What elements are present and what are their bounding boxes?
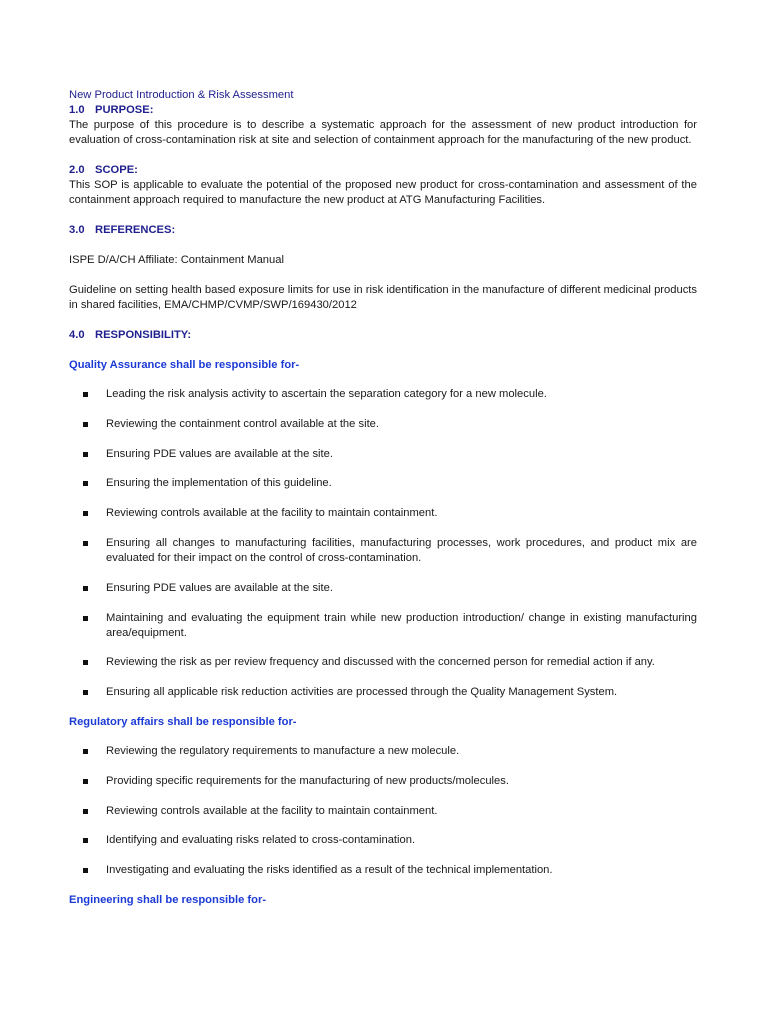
purpose-number: 1.0 (69, 104, 85, 116)
bullet-square-icon (83, 690, 88, 695)
bullet-text: Ensuring PDE values are available at the site. (106, 581, 333, 594)
bullet-text: Leading the risk analysis activity to ascertain the separation category for a new molecule. (106, 388, 547, 400)
responsibility-group-regulatory (69, 715, 697, 878)
scope-heading (69, 163, 697, 178)
engineering-responsibility-title: Engineering shall be responsible for- (69, 893, 267, 906)
bullet-text: Reviewing controls available at the facility to maintain containment. (106, 804, 438, 817)
bullet-square-icon (83, 452, 88, 457)
regulatory-responsibility-title: Regulatory affairs shall be responsible for- (69, 715, 297, 728)
bullet-text: Ensuring PDE values are available at the site. (106, 447, 333, 460)
qa-responsibility-list (69, 387, 697, 700)
bullet-text: Ensuring all changes to manufacturing facilities, manufacturing processes, work procedures, and product mix are evaluated for their impact on the control of cross-contamination. (106, 536, 697, 564)
bullet-square-icon (83, 586, 88, 591)
bullet-item (69, 536, 697, 566)
scope-heading-text: SCOPE: (95, 164, 138, 176)
bullet-item (69, 744, 697, 759)
references-heading (69, 223, 697, 238)
references-number: 3.0 (69, 224, 85, 236)
bullet-square-icon (83, 616, 88, 621)
bullet-item (69, 833, 697, 848)
references-heading-text: REFERENCES: (95, 224, 176, 236)
document-title: New Product Introduction & Risk Assessment (69, 89, 294, 101)
purpose-heading-text: PURPOSE: (95, 104, 154, 116)
bullet-square-icon (83, 779, 88, 784)
scope-number: 2.0 (69, 164, 85, 176)
bullet-text: Ensuring the implementation of this guideline. (106, 477, 332, 490)
bullet-item (69, 774, 697, 789)
bullet-square-icon (83, 868, 88, 873)
bullet-item (69, 417, 697, 432)
bullet-item (69, 447, 697, 462)
bullet-square-icon (83, 541, 88, 546)
bullet-text: Ensuring all applicable risk reduction activities are processed through the Quality Management System. (106, 686, 618, 699)
bullet-item (69, 476, 697, 491)
responsibility-number: 4.0 (69, 329, 85, 341)
bullet-square-icon (83, 422, 88, 427)
bullet-square-icon (83, 660, 88, 665)
bullet-item (69, 804, 697, 819)
bullet-square-icon (83, 481, 88, 486)
bullet-text: Providing specific requirements for the manufacturing of new products/molecules. (106, 774, 509, 787)
reference-item: ISPE D/A/CH Affiliate: Containment Manual (69, 254, 284, 266)
bullet-item (69, 387, 697, 402)
bullet-square-icon (83, 749, 88, 754)
responsibility-group-engineering (69, 893, 697, 908)
bullet-square-icon (83, 511, 88, 516)
bullet-text: Reviewing the risk as per review frequency and discussed with the concerned person for remedial action if any. (106, 656, 655, 669)
bullet-text: Reviewing the regulatory requirements to manufacture a new molecule. (106, 744, 460, 757)
bullet-text: Reviewing controls available at the facility to maintain containment. (106, 507, 438, 520)
reference-item: Guideline on setting health based exposure limits for use in risk identification in the manufacture of different medicinal products in shared facilities, EMA/CHMP/CVMP/SWP/169430/2012 (69, 284, 697, 311)
qa-responsibility-title: Quality Assurance shall be responsible for- (69, 359, 300, 371)
bullet-text: Investigating and evaluating the risks identified as a result of the technical implementation. (106, 864, 553, 877)
bullet-item (69, 506, 697, 521)
regulatory-responsibility-list (69, 744, 697, 878)
bullet-text: Maintaining and evaluating the equipment train while new production introduction/ change in existing manufacturing area/equipment. (106, 611, 697, 639)
bullet-square-icon (83, 392, 88, 397)
purpose-heading (69, 103, 697, 118)
responsibility-group-qa (69, 358, 697, 700)
bullet-item (69, 611, 697, 641)
bullet-item (69, 685, 697, 700)
bullet-square-icon (83, 809, 88, 814)
bullet-item (69, 655, 697, 670)
responsibility-heading (69, 328, 697, 343)
scope-text: This SOP is applicable to evaluate the potential of the proposed new product for cross-contamination and assessment of the containment approach required to manufacture the new product at ATG Manufacturing Facilities. (69, 179, 697, 206)
bullet-square-icon (83, 838, 88, 843)
bullet-item (69, 863, 697, 878)
bullet-text: Identifying and evaluating risks related to cross-contamination. (106, 834, 416, 847)
bullet-item (69, 581, 697, 596)
purpose-text: The purpose of this procedure is to describe a systematic approach for the assessment of new product introduction for evaluation of cross-contamination risk at site and selection of containment approach for the manufacturing of the new product. (69, 119, 697, 146)
bullet-text: Reviewing the containment control available at the site. (106, 417, 380, 430)
responsibility-heading-text: RESPONSIBILITY: (95, 329, 192, 341)
